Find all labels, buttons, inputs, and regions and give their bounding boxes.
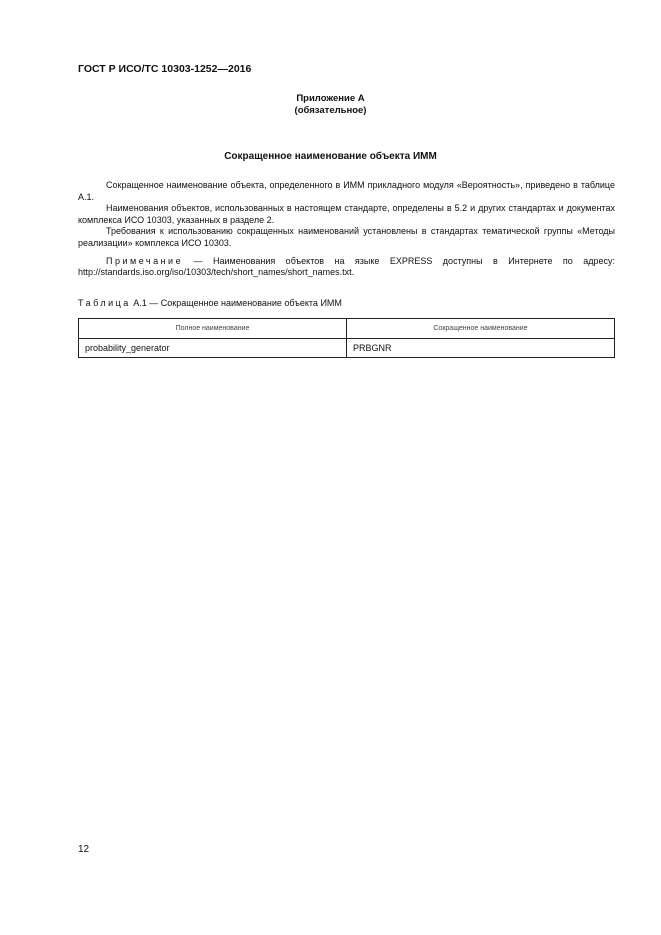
paragraph: Требования к использованию сокращенных наименований установлены в стандартах тематической группы «Методы реализации» комплекса ИСО 10303. xyxy=(78,226,615,248)
table-caption-label: Таблица xyxy=(78,298,131,308)
note xyxy=(78,256,615,279)
page-number: 12 xyxy=(78,844,90,855)
short-names-table xyxy=(78,318,615,358)
document-header: ГОСТ Р ИСО/ТС 10303-1252—2016 xyxy=(78,63,252,75)
table-caption-text: А.1 — Сокращенное наименование объекта ИММ xyxy=(130,298,342,308)
body-text xyxy=(78,180,615,279)
note-label: Примечание xyxy=(106,255,184,266)
cell-full-name: probability_generator xyxy=(79,339,347,358)
header-short-name: Сокращенное наименование xyxy=(347,319,615,339)
paragraph: Наименования объектов, использованных в настоящем стандарте, определены в 5.2 и других стандартах и документах комплекса ИСО 10303, указанных в разделе 2. xyxy=(78,203,615,225)
header-full-name: Полное наименование xyxy=(79,319,347,339)
section-title: Сокращенное наименование объекта ИММ xyxy=(224,151,437,162)
table-caption xyxy=(78,298,342,308)
annex-status: (обязательное) xyxy=(294,105,367,116)
note-text: — Наименования объектов на языке EXPRESS доступны в Интернете по адресу: http://standards.iso.org/iso/10303/tech/short_names/short_names.txt. xyxy=(78,255,615,278)
paragraph: Сокращенное наименование объекта, определенного в ИММ прикладного модуля «Вероятность», приведено в таблице А.1. xyxy=(78,180,615,202)
table-row xyxy=(79,339,615,358)
annex-title: Приложение А xyxy=(296,93,365,104)
table-header-row xyxy=(79,319,615,339)
cell-short-name: PRBGNR xyxy=(347,339,615,358)
